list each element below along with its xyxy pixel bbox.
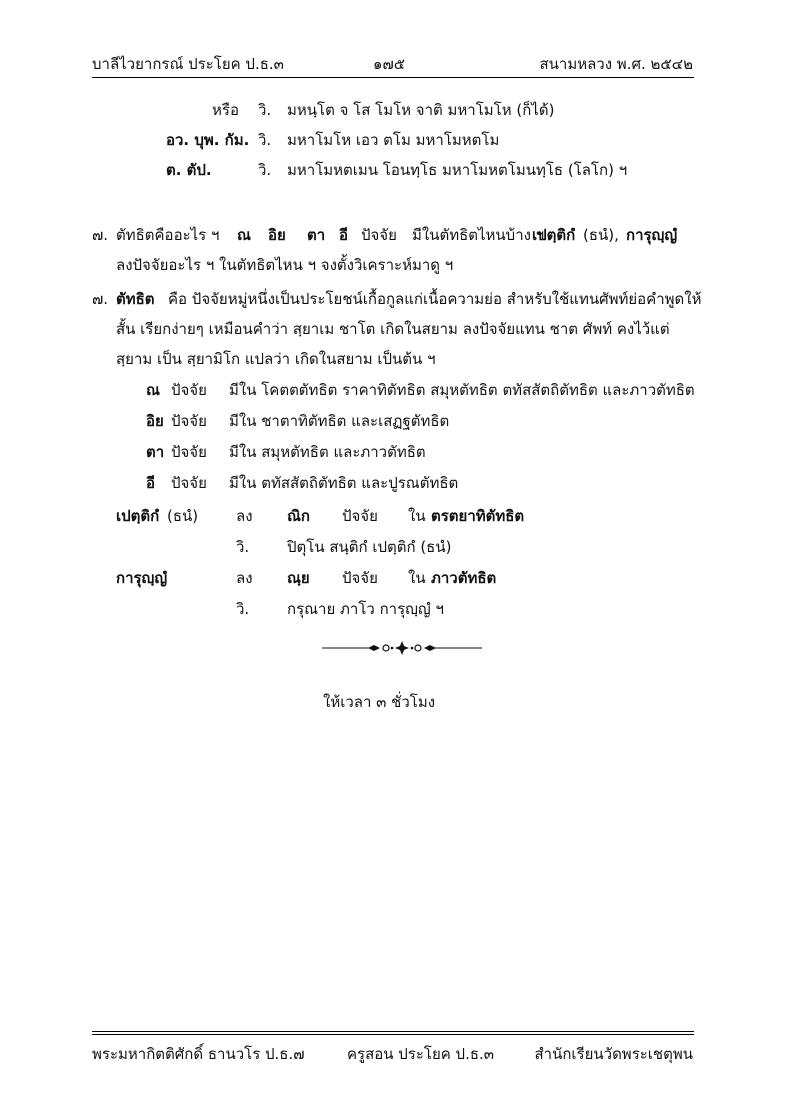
karunya-pc: ปัจจัย (342, 569, 378, 587)
suffix-text: มีใน สมุหตัทธิต และภาวตัทธิต (229, 443, 426, 461)
pettika-long: ลง (236, 507, 253, 525)
footer-left: พระมหากิตติศักดิ์ ธานวโร ป.ธ.๗ (92, 1045, 305, 1063)
row1-label: หรือ (212, 101, 239, 119)
suffix-word: ปัจจัย (171, 381, 207, 399)
footer-rule-top (92, 1031, 694, 1032)
karunya-nai: ใน (408, 569, 426, 587)
header-rule (92, 77, 694, 78)
footer-right: สำนักเรียนวัดพระเชตุพน (534, 1045, 693, 1063)
karunya-suffix: ณฺย (287, 569, 310, 587)
row2-abbr: วิ. (258, 131, 272, 149)
karunya-example: กรุณาย ภาโว การุญฺญํ ฯ (287, 600, 444, 618)
pettika-suffix: ณิก (287, 507, 310, 525)
suffix-name: อิย (146, 412, 164, 430)
row1-abbr: วิ. (258, 101, 272, 119)
row2-text: มหาโมโห เอว ตโม มหาโมหตโม (287, 131, 500, 149)
suffix-text: มีใน ตทัสสัตถิตัทธิต และปูรณตัทธิต (229, 474, 459, 492)
pettika-paren: (ธนํ) (167, 507, 199, 525)
pettika-type: ตรตยาทิตัทธิต (431, 507, 525, 525)
karunya-label: การุญฺญํ (116, 569, 168, 587)
question-suffix-i: อี (339, 226, 349, 244)
suffix-word: ปัจจัย (171, 412, 207, 430)
header-right: สนามหลวง พ.ศ. ๒๕๔๒ (539, 55, 693, 73)
suffix-name: ณ (146, 381, 160, 399)
question-suffix-ta: ตา (307, 226, 326, 244)
pettika-pc: ปัจจัย (342, 507, 378, 525)
question-suffix-na: ณ (237, 226, 251, 244)
answer-line2: สั้น เรียกง่ายๆ เหมือนคำว่า สฺยาเม ชาโต เกิดในสยาม ลงปัจจัยแทน ชาต ศัพท์ คงไว้แต่ (116, 320, 670, 338)
pettika-label: เปตฺติกํ (116, 507, 160, 525)
suffix-name: ตา (146, 443, 165, 461)
question-pettika: เปตฺติกํ (532, 226, 576, 244)
question-part-a: ตัทธิตคืออะไร ฯ (116, 226, 220, 244)
answer-line3: สฺยาม เป็น สฺยามิโก แปลว่า เกิดในสยาม เป็นต้น ฯ (116, 350, 436, 368)
karunya-type: ภาวตัทธิต (431, 569, 497, 587)
footer-rule-bottom (92, 1034, 694, 1035)
row3-label: ต. ตัป. (166, 161, 212, 179)
pettika-example: ปิตุโน สนฺติกํ เปตฺติกํ (ธนํ) (287, 538, 452, 556)
question-part-d: มีในตัทธิตไหนบ้าง ฯ (412, 226, 545, 244)
ornament-divider (322, 639, 482, 657)
question-dhanam: (ธนํ), (583, 226, 619, 244)
answer-line1: คือ ปัจจัยหมู่หนึ่งเป็นประโยชน์เกื้อกูลแก่เนื้อความย่อ สำหรับใช้แทนศัพท์ย่อคำพูดให้ (168, 290, 702, 308)
footer-center: ครูสอน ประโยค ป.ธ.๓ (347, 1045, 495, 1063)
question-line2: ลงปัจจัยอะไร ฯ ในตัทธิตไหน ฯ จงตั้งวิเคราะห์มาดู ฯ (116, 256, 454, 274)
answer-term: ตัทธิต (116, 290, 155, 308)
answer-number: ๗. (92, 290, 109, 308)
karunya-long: ลง (236, 569, 253, 587)
suffix-text: มีใน ชาตาทิตัทธิต และเสฏฐตัทธิต (229, 412, 450, 430)
row3-abbr: วิ. (258, 161, 272, 179)
suffix-word: ปัจจัย (171, 443, 207, 461)
karunya-vi: วิ. (236, 600, 250, 618)
row1-text: มหนฺโต จ โส โมโห จาติ มหาโมโห (ก็ได้) (287, 101, 555, 119)
suffix-text: มีใน โคตตตัทธิต ราคาทิตัทธิต สมุหตัทธิต ตทัสสัตถิตัทธิต และภาวตัทธิต (229, 381, 695, 399)
time-note: ให้เวลา ๓ ชั่วโมง (323, 693, 436, 711)
row3-text: มหาโมหตเมน โอนทฺโธ มหาโมหตโมนทฺโธ (โลโก) ฯ (287, 161, 628, 179)
suffix-name: อี (146, 474, 156, 492)
suffix-word: ปัจจัย (171, 474, 207, 492)
pettika-nai: ใน (408, 507, 426, 525)
header-left: บาลีไวยากรณ์ ประโยค ป.ธ.๓ (92, 55, 284, 73)
question-part-c: ปัจจัย (361, 226, 397, 244)
page-number: ๑๗๕ (373, 55, 406, 73)
question-karunya: การุญฺญํ (626, 226, 678, 244)
pettika-vi: วิ. (236, 538, 250, 556)
row2-label: อว. บุพ. กัม. (166, 131, 250, 149)
question-suffix-iya: อิย (268, 226, 286, 244)
question-number: ๗. (92, 226, 109, 244)
